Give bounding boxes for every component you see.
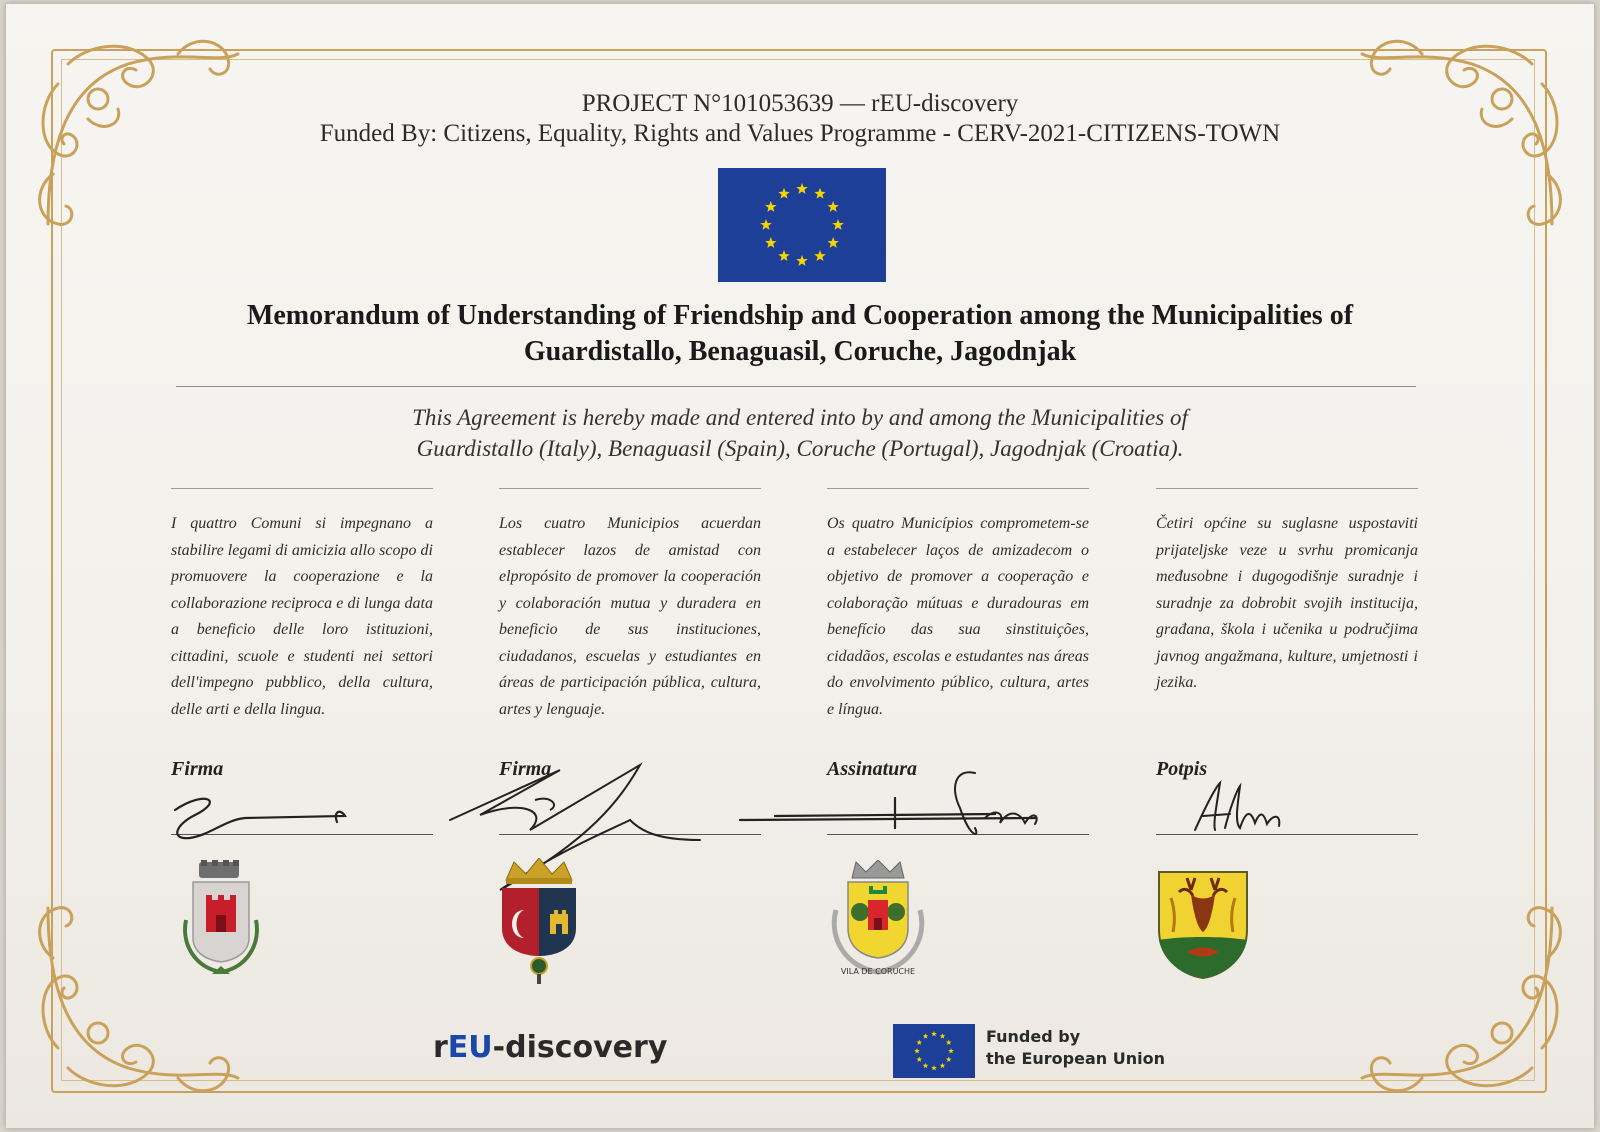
column-text: Os quatro Municípios comprometem-se a estabelecer laços de amizadecom o objetivo de promover a cooperação e colaboração mútuas e duradouras em benefício das sua sinstituições, cidadãos, escolas e estudantes nas áreas do envolvimento público, cultura, artes e língua. bbox=[827, 515, 1089, 718]
project-number: PROJECT N°101053639 — rEU-discovery bbox=[581, 90, 1019, 117]
intro-line-2: Guardistallo (Italy), Benaguasil (Spain), Coruche (Portugal), Jagodnjak (Croatia). bbox=[416, 436, 1184, 461]
coruche-coat-of-arms-icon bbox=[818, 860, 938, 982]
eu-flag-icon bbox=[718, 168, 886, 282]
signature-label: Assinatura bbox=[827, 758, 918, 780]
column-divider bbox=[171, 488, 433, 489]
signature-label: Firma bbox=[499, 758, 552, 780]
funding-programme: Funded By: Citizens, Equality, Rights and Values Programme - CERV-2021-CITIZENS-TOWN bbox=[319, 120, 1281, 147]
guardistallo-coat-of-arms-icon bbox=[176, 860, 266, 982]
column-italian bbox=[171, 488, 433, 780]
benaguasil-coat-of-arms-icon bbox=[494, 858, 584, 990]
divider bbox=[176, 386, 1416, 387]
intro-line-1: This Agreement is hereby made and entered into by and among the Municipalities of bbox=[412, 405, 1188, 430]
title-line-1: Memorandum of Understanding of Friendship and Cooperation among the Municipalities of bbox=[246, 300, 1354, 331]
funded-line-1: Funded by bbox=[986, 1027, 1081, 1046]
column-divider bbox=[827, 488, 1089, 489]
signature-jagodnjak bbox=[1185, 778, 1305, 838]
signature-label: Firma bbox=[171, 758, 224, 780]
signature-guardistallo bbox=[165, 790, 365, 850]
ornament-corner-icon bbox=[1342, 878, 1572, 1108]
title-line-2: Guardistallo, Benaguasil, Coruche, Jagodnjak bbox=[523, 336, 1077, 367]
crest-motto: VILA DE CORUCHE bbox=[840, 967, 916, 976]
column-text: Četiri općine su suglasne uspostaviti prijateljske veze u svrhu promicanja međusobne i dugogodišnje suradnje i suradnje za dobrobit svojih institucija, građana, škola i učenika u područjima javnog angažmana, kulture, umjetnosti i jezika. bbox=[1156, 515, 1418, 691]
jagodnjak-coat-of-arms-icon bbox=[1157, 870, 1249, 980]
logo-eu: EU bbox=[447, 1030, 493, 1065]
funded-line-2: the European Union bbox=[986, 1049, 1165, 1068]
logo-suffix: -discovery bbox=[492, 1030, 668, 1065]
eu-funding-flag-icon bbox=[893, 1024, 975, 1078]
page-title bbox=[150, 298, 1450, 370]
logo-prefix: r bbox=[433, 1030, 448, 1065]
signature-coruche bbox=[735, 768, 1065, 848]
agreement-intro bbox=[300, 402, 1300, 464]
column-croatian bbox=[1156, 488, 1418, 780]
column-portuguese bbox=[827, 488, 1089, 780]
column-spanish bbox=[499, 488, 761, 780]
reu-discovery-logo bbox=[433, 1030, 667, 1065]
signature-label: Potpis bbox=[1156, 758, 1208, 780]
column-text: Los cuatro Municipios acuerdan establecer lazos de amistad con elpropósito de promover la cooperación y colaboración mutua y duradera en beneficio de sus instituciones, ciudadanos, escuelas y estudiantes en áreas de participación pública, cultura, artes y lenguaje. bbox=[499, 515, 761, 718]
eu-funding-statement bbox=[986, 1026, 1165, 1070]
column-text: I quattro Comuni si impegnano a stabilire legami di amicizia allo scopo di promuovere la cooperazione e la collaborazione reciproca e di lunga data a beneficio delle loro istituzioni, cittadini, scuole e studenti nei settori dell'impegno pubblico, della cultura, delle arti e della lingua. bbox=[171, 515, 433, 718]
column-divider bbox=[1156, 488, 1418, 489]
column-divider bbox=[499, 488, 761, 489]
